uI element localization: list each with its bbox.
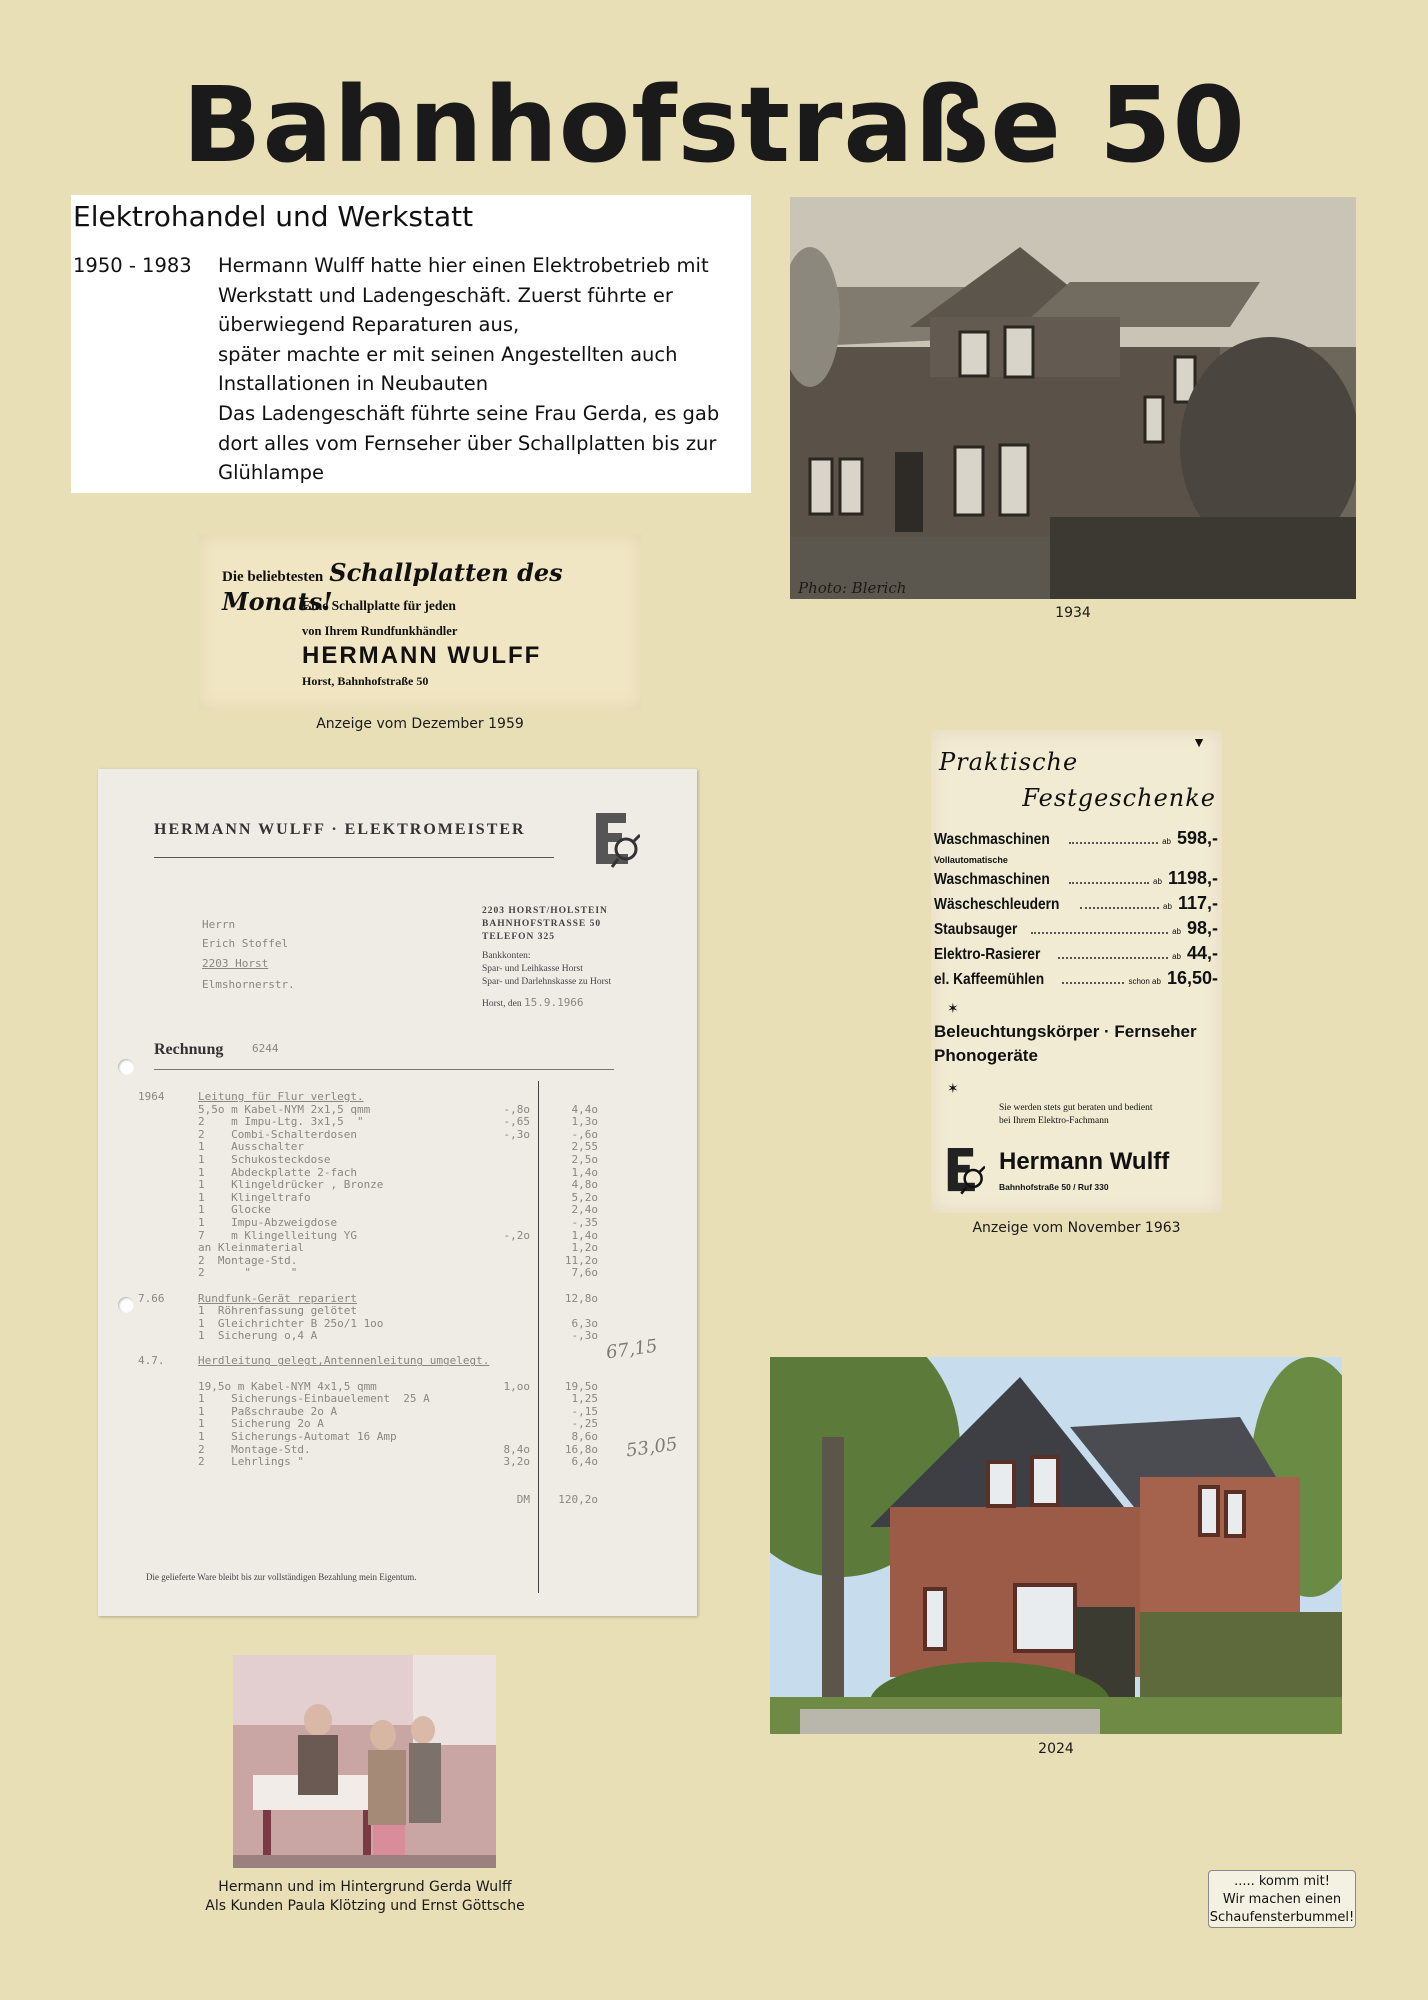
intro-line: dort alles vom Fernseher über Schallplatten bis zur — [218, 431, 717, 455]
recipient-line: Herrn — [202, 918, 236, 931]
invoice-row — [138, 1431, 658, 1444]
invoice-desc-cell: 1 Röhrenfassung gelötet — [198, 1304, 357, 1318]
item-name: Waschmaschinen — [934, 831, 1050, 848]
invoice-desc-cell: 1 Sicherung 2o A — [198, 1417, 324, 1431]
invoice-desc-cell — [198, 1494, 488, 1507]
ad-1959-script: Schallplatten des Monats! — [222, 558, 563, 616]
invoice-amount-cell: -,6o — [571, 1127, 598, 1141]
invoice-date-cell — [138, 1129, 198, 1142]
ad-1959-name: HERMANN WULFF — [302, 642, 542, 669]
ad-1963-heading2: Festgeschenke — [1022, 784, 1216, 812]
invoice-date-cell — [138, 1469, 198, 1482]
invoice-price-cell — [488, 1192, 530, 1205]
invoice-date-cell — [138, 1280, 198, 1293]
invoice-letterhead: HERMANN WULFF · ELEKTROMEISTER — [154, 821, 526, 838]
ad-1963-heading1: Praktische — [939, 748, 1079, 776]
invoice-row — [138, 1116, 658, 1129]
photo-signature: Photo: Blerich — [798, 579, 907, 597]
invoice-amount-cell: 19,5o — [564, 1379, 598, 1393]
invoice-row — [138, 1242, 658, 1255]
invoice-desc-cell: 1 Glocke — [198, 1203, 271, 1217]
sender-street: BAHNHOFSTRASSE 50 — [482, 919, 602, 929]
punch-hole — [118, 1059, 134, 1075]
invoice-row — [138, 1091, 658, 1104]
invoice-desc-cell: 1 Impu-Abzweigdose — [198, 1215, 338, 1229]
price-list-item — [934, 968, 1218, 989]
photo-house-1934 — [790, 197, 1356, 599]
invoice-desc-cell: Rundfunk-Gerät repariert — [198, 1291, 357, 1305]
invoice-row — [138, 1267, 658, 1280]
intro-text-box — [71, 195, 751, 493]
ad-1963-extra1: Beleuchtungskörper · Fernseher — [934, 1022, 1197, 1041]
invoice-date-cell — [138, 1179, 198, 1192]
dot-leader — [1058, 957, 1168, 959]
invoice-desc-cell: an Kleinmaterial — [198, 1241, 304, 1255]
caption-ad-1963: Anzeige vom November 1963 — [972, 1220, 1181, 1236]
ad-1963-slogan — [999, 1102, 1153, 1128]
invoice-price-cell — [488, 1418, 530, 1431]
invoice-price-cell — [488, 1204, 530, 1217]
divider — [154, 1069, 614, 1070]
invoice-desc-cell: 1 Sicherung o,4 A — [198, 1329, 318, 1343]
invoice-desc-cell: 2 " " — [198, 1266, 298, 1280]
invoice-date-cell — [138, 1104, 198, 1117]
invoice-amount-cell: 120,2o — [558, 1493, 598, 1506]
invoice-desc-cell: 1 Sicherungs-Einbauelement 25 A — [198, 1392, 430, 1406]
invoice-amount-cell: 1,25 — [571, 1392, 598, 1406]
ad-1963-name: Hermann Wulff — [999, 1148, 1170, 1175]
invoice-price-cell: DM — [516, 1493, 530, 1506]
invoice-desc-cell — [198, 1481, 488, 1494]
handwritten-note: 67,15 — [604, 1335, 659, 1364]
item-price: 98,- — [1186, 918, 1218, 938]
invoice-row — [138, 1469, 658, 1482]
invoice-number: 6244 — [252, 1042, 279, 1055]
invoice-desc-cell: 1 Abdeckplatte 2-fach — [198, 1165, 357, 1179]
invoice-desc-cell: 2 Montage-Std. — [198, 1442, 311, 1456]
caption-market-line2: Als Kunden Paula Klötzing und Ernst Göttsche — [205, 1898, 525, 1914]
item-name: el. Kaffeemühlen — [934, 971, 1045, 988]
page-title: Bahnhofstraße 50 — [182, 64, 1246, 186]
invoice-date-cell: 1964 — [138, 1090, 165, 1103]
invoice-amount-cell: -,15 — [571, 1404, 598, 1418]
invoice-date-cell — [138, 1368, 198, 1381]
ad-1959-address: Horst, Bahnhofstraße 50 — [302, 674, 429, 688]
invoice-amount-cell: -,35 — [571, 1215, 598, 1229]
invoice-date-cell — [138, 1431, 198, 1444]
item-price: 1198,- — [1167, 868, 1218, 888]
komm-line: ..... komm mit! — [1234, 1874, 1330, 1889]
dot-leader — [1069, 882, 1149, 884]
invoice-amount-cell — [530, 1305, 598, 1318]
recipient-line: Elmshornerstr. — [202, 977, 295, 991]
invoice-amount-cell: 1,4o — [571, 1228, 598, 1242]
ad-december-1959 — [198, 534, 642, 710]
caption-1934: 1934 — [1055, 605, 1091, 621]
house-2024-image — [770, 1357, 1342, 1734]
invoice-price-cell — [488, 1318, 530, 1331]
intro-line: Installationen in Neubauten — [218, 372, 489, 396]
ad-1963-extra2: Phonogeräte — [934, 1046, 1038, 1065]
invoice-amount-cell — [530, 1280, 598, 1293]
invoice-amount-cell: 4,4o — [571, 1102, 598, 1116]
invoice-recipient — [202, 919, 295, 991]
invoice-desc-cell: 2 Lehrlings " — [198, 1455, 304, 1469]
item-name: Staubsauger — [934, 921, 1018, 938]
invoice-desc-cell: 1 Paßschraube 2o A — [198, 1404, 338, 1418]
invoice-date-cell — [138, 1393, 198, 1406]
invoice-row — [138, 1217, 658, 1230]
punch-hole — [118, 1297, 134, 1313]
ad-november-1963 — [931, 730, 1222, 1213]
invoice-price-cell: -,3o — [503, 1127, 530, 1141]
invoice-desc-cell: 19,5o m Kabel-NYM 4x1,5 qmm — [198, 1379, 377, 1393]
invoice-desc-cell: Herdleitung gelegt,Antennenleitung umgelegt. — [198, 1354, 490, 1368]
dot-leader — [1080, 907, 1159, 909]
item-prefix: ab — [1163, 902, 1172, 911]
invoice-amount-cell — [530, 1368, 598, 1381]
invoice-row — [138, 1330, 658, 1343]
item-name: Waschmaschinen — [934, 871, 1050, 888]
invoice-desc-cell — [198, 1368, 488, 1381]
invoice-row — [138, 1368, 658, 1381]
invoice-date-cell — [138, 1418, 198, 1431]
ad-1959-line1: Die beliebtesten — [222, 569, 324, 585]
star-icon: ✶ — [947, 1000, 959, 1016]
invoice-amount-cell: 6,3o — [571, 1316, 598, 1330]
bank-label: Bankkonten: — [482, 951, 531, 961]
invoice-footer: Die gelieferte Ware bleibt bis zur vollständigen Bezahlung mein Eigentum. — [146, 1572, 417, 1582]
invoice-price-cell: 1,oo — [503, 1379, 530, 1393]
intro-heading: Elektrohandel und Werkstatt — [73, 200, 474, 233]
electric-plug-logo-icon — [588, 809, 640, 869]
invoice-price-cell — [488, 1179, 530, 1192]
invoice-price-cell — [488, 1217, 530, 1230]
invoice-amount-cell: 5,2o — [571, 1190, 598, 1204]
invoice-price-cell — [488, 1393, 530, 1406]
intro-line: Werkstatt und Ladengeschäft. Zuerst führte er — [218, 283, 673, 307]
invoice-desc-cell: 1 Klingeldrücker , Bronze — [198, 1178, 384, 1192]
invoice-price-cell — [488, 1154, 530, 1167]
ad-1963-vollauto: Vollautomatische — [934, 855, 1008, 865]
price-list-item — [934, 918, 1218, 939]
invoice-date-cell — [138, 1406, 198, 1419]
invoice-amount-cell: 1,2o — [571, 1241, 598, 1255]
recipient-line: Erich Stoffel — [202, 936, 289, 950]
invoice-date-cell — [138, 1318, 198, 1331]
invoice-date-cell — [138, 1192, 198, 1205]
invoice-price-cell — [488, 1167, 530, 1180]
invoice-amount-cell: 2,5o — [571, 1152, 598, 1166]
invoice-price-cell — [488, 1091, 530, 1104]
dot-leader — [1031, 932, 1168, 934]
item-prefix: schon ab — [1128, 977, 1161, 986]
invoice-desc-cell: 1 Klingeltrafo — [198, 1190, 311, 1204]
invoice-desc-cell: 1 Sicherungs-Automat 16 Amp — [198, 1430, 397, 1444]
invoice-amount-cell: 7,6o — [571, 1266, 598, 1280]
triangle-icon: ▼ — [1192, 734, 1206, 750]
date-label: Horst, den — [482, 999, 522, 1009]
invoice-amount-cell: 2,4o — [571, 1203, 598, 1217]
photo-house-2024 — [770, 1357, 1342, 1734]
invoice-date-cell — [138, 1305, 198, 1318]
invoice-title: Rechnung — [154, 1041, 224, 1058]
invoice-amount-cell: 4,8o — [571, 1178, 598, 1192]
item-prefix: ab — [1172, 927, 1181, 936]
invoice-price-cell: 3,2o — [503, 1455, 530, 1469]
sender-city: 2203 HORST/HOLSTEIN — [482, 906, 608, 916]
invoice-price-cell — [488, 1267, 530, 1280]
invoice-price-cell — [488, 1255, 530, 1268]
item-name: Wäscheschleudern — [934, 896, 1060, 913]
invoice-date: 15.9.1966 — [523, 996, 584, 1009]
invoice-amount-cell: 12,8o — [564, 1291, 598, 1305]
bank-1: Spar- und Leihkasse Horst — [482, 964, 583, 974]
caption-ad-1959: Anzeige vom Dezember 1959 — [316, 716, 524, 732]
invoice-items — [138, 1091, 658, 1507]
invoice-amount-cell — [530, 1343, 598, 1356]
invoice-date-cell: 4.7. — [138, 1354, 165, 1368]
invoice-sender — [482, 905, 611, 1011]
divider — [154, 857, 554, 858]
invoice-amount-cell: 2,55 — [571, 1140, 598, 1154]
invoice-date-cell — [138, 1204, 198, 1217]
handwritten-note: 53,05 — [624, 1433, 679, 1462]
invoice-price-cell — [488, 1141, 530, 1154]
invoice-date-cell — [138, 1141, 198, 1154]
item-price: 117,- — [1177, 893, 1218, 913]
ad-1959-line3: von Ihrem Rundfunkhändler — [302, 624, 458, 638]
price-list-item — [934, 893, 1218, 914]
komm-line: Schaufensterbummel! — [1209, 1910, 1355, 1925]
invoice-date-cell — [138, 1230, 198, 1243]
intro-line: überwiegend Reparaturen aus, — [218, 313, 520, 337]
intro-line: später machte er mit seinen Angestellten auch — [218, 342, 678, 366]
invoice-amount-cell: -,25 — [571, 1417, 598, 1431]
invoice-amount-cell: 16,8o — [564, 1442, 598, 1456]
invoice-date-cell — [138, 1154, 198, 1167]
invoice-amount-cell — [530, 1355, 598, 1368]
invoice-desc-cell: 2 Combi-Schalterdosen — [198, 1127, 357, 1141]
invoice-price-cell — [488, 1280, 530, 1293]
price-list-item — [934, 868, 1218, 889]
caption-market-line1: Hermann und im Hintergrund Gerda Wulff — [218, 1879, 512, 1895]
komm-line: Wir machen einen — [1222, 1892, 1342, 1907]
invoice-document — [98, 769, 697, 1616]
invoice-amount-cell — [530, 1469, 598, 1482]
invoice-date-cell — [138, 1116, 198, 1129]
photo-market-stand — [233, 1655, 496, 1868]
invoice-price-cell — [488, 1293, 530, 1306]
invoice-price-cell — [488, 1355, 530, 1368]
item-name: Elektro-Rasierer — [934, 946, 1041, 963]
item-price: 44,- — [1186, 943, 1218, 963]
invoice-price-cell — [488, 1305, 530, 1318]
invoice-date-cell — [138, 1444, 198, 1457]
invoice-desc-cell: 7 m Klingelleitung YG — [198, 1228, 357, 1242]
price-list-item — [934, 943, 1218, 964]
invoice-price-cell: -,2o — [503, 1228, 530, 1242]
invoice-amount-cell: -,3o — [571, 1329, 598, 1343]
invoice-price-cell — [488, 1343, 530, 1356]
invoice-desc-cell: 2 m Impu-Ltg. 3x1,5 " — [198, 1115, 364, 1129]
intro-line: Glühlampe — [218, 461, 324, 485]
invoice-row — [138, 1305, 658, 1318]
item-prefix: ab — [1162, 837, 1171, 846]
invoice-price-cell: -,8o — [503, 1102, 530, 1116]
house-1934-image — [790, 197, 1356, 599]
invoice-date-cell: 7.66 — [138, 1291, 165, 1305]
invoice-desc-cell: 5,5o m Kabel-NYM 2x1,5 qmm — [198, 1102, 371, 1116]
invoice-desc-cell: 2 Montage-Std. — [198, 1253, 298, 1267]
invoice-amount-cell: 8,6o — [571, 1430, 598, 1444]
invoice-amount-cell — [530, 1091, 598, 1104]
invoice-date-cell — [138, 1481, 198, 1494]
slogan-line: bei Ihrem Elektro-Fachmann — [999, 1116, 1109, 1126]
star-icon: ✶ — [947, 1080, 959, 1096]
market-stand-image — [233, 1655, 496, 1868]
ad-1959-line2: Eine Schallplatte für jeden — [302, 598, 456, 613]
invoice-desc-cell — [198, 1469, 488, 1482]
invoice-row — [138, 1179, 658, 1192]
komm-mit-box — [1208, 1870, 1356, 1928]
invoice-desc-cell: 1 Gleichrichter B 25o/1 1oo — [198, 1316, 384, 1330]
invoice-date-cell — [138, 1255, 198, 1268]
invoice-date-cell — [138, 1267, 198, 1280]
invoice-date-cell — [138, 1242, 198, 1255]
invoice-price-cell — [488, 1431, 530, 1444]
caption-2024: 2024 — [1038, 1741, 1074, 1757]
sender-phone: TELEFON 325 — [482, 932, 556, 942]
invoice-date-cell — [138, 1217, 198, 1230]
intro-years: 1950 - 1983 — [73, 254, 192, 277]
invoice-amount-cell: 6,4o — [571, 1455, 598, 1469]
invoice-desc-cell: 1 Schukosteckdose — [198, 1152, 331, 1166]
invoice-row — [138, 1154, 658, 1167]
invoice-row — [138, 1280, 658, 1293]
invoice-date-cell — [138, 1330, 198, 1343]
invoice-date-cell — [138, 1456, 198, 1469]
invoice-price-cell — [488, 1368, 530, 1381]
invoice-desc-cell: Leitung für Flur verlegt. — [198, 1090, 364, 1103]
invoice-date-cell — [138, 1167, 198, 1180]
invoice-row — [138, 1393, 658, 1406]
item-price: 16,50- — [1166, 968, 1218, 988]
invoice-price-cell: -,65 — [503, 1115, 530, 1129]
invoice-price-cell — [488, 1406, 530, 1419]
invoice-desc-cell — [198, 1280, 488, 1293]
dot-leader — [1062, 982, 1124, 984]
slogan-line: Sie werden stets gut beraten und bedient — [999, 1103, 1153, 1113]
invoice-price-cell — [488, 1242, 530, 1255]
dot-leader — [1069, 842, 1159, 844]
ad-1963-address: Bahnhofstraße 50 / Ruf 330 — [999, 1182, 1109, 1192]
invoice-price-cell — [488, 1330, 530, 1343]
electric-plug-logo-icon — [941, 1142, 985, 1198]
invoice-price-cell — [488, 1469, 530, 1482]
invoice-date-cell — [138, 1381, 198, 1394]
item-prefix: ab — [1153, 877, 1162, 886]
invoice-amount-cell: 11,2o — [564, 1253, 598, 1267]
invoice-row — [138, 1355, 658, 1368]
intro-line: Das Ladengeschäft führte seine Frau Gerda, es gab — [218, 401, 720, 425]
invoice-desc-cell: 1 Ausschalter — [198, 1140, 304, 1154]
item-prefix: ab — [1172, 952, 1181, 961]
bank-2: Spar- und Darlehnskasse zu Horst — [482, 977, 612, 987]
invoice-price-cell: 8,4o — [503, 1442, 530, 1456]
invoice-date-cell — [138, 1494, 198, 1507]
intro-line: Hermann Wulff hatte hier einen Elektrobetrieb mit — [218, 254, 709, 277]
invoice-row — [138, 1456, 658, 1469]
recipient-line: 2203 Horst — [202, 957, 269, 971]
intro-body — [218, 251, 719, 488]
item-price: 598,- — [1176, 828, 1218, 848]
invoice-amount-cell: 1,3o — [571, 1115, 598, 1129]
invoice-amount-cell: 1,4o — [571, 1165, 598, 1179]
price-list-item — [934, 828, 1218, 849]
invoice-row — [138, 1494, 658, 1507]
